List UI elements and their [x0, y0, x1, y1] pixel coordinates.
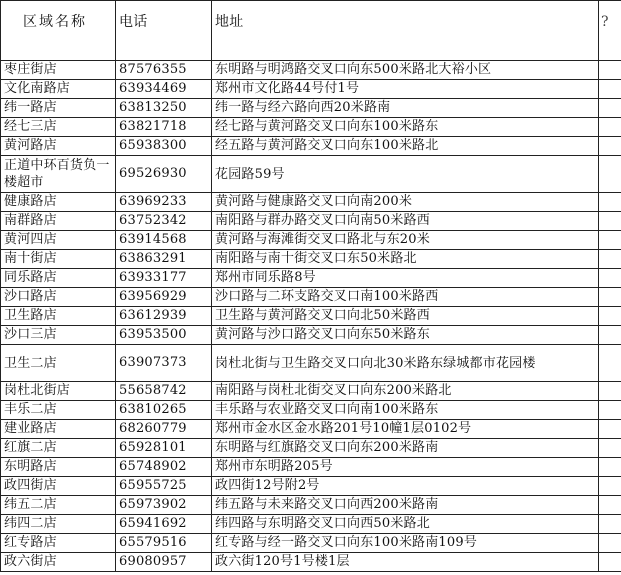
table-row: [1, 269, 621, 288]
cell-empty[interactable]: [599, 212, 621, 231]
cell-store-name[interactable]: 南十街店: [1, 250, 116, 269]
cell-empty[interactable]: [599, 137, 621, 156]
table-row: [1, 534, 621, 553]
cell-empty[interactable]: [599, 401, 621, 420]
table-body: [1, 1, 621, 572]
cell-address[interactable]: 卫生路与黄河路交叉口向北50米路西: [212, 307, 599, 326]
cell-store-name[interactable]: 红专路店: [1, 534, 116, 553]
cell-address[interactable]: 经五路与黄河路交叉口向东100米路北: [212, 137, 599, 156]
cell-address[interactable]: 郑州市金水区金水路201号10幢1层0102号: [212, 420, 599, 439]
table-row: [1, 326, 621, 345]
cell-phone[interactable]: 63612939: [116, 307, 212, 326]
cell-empty[interactable]: [599, 477, 621, 496]
cell-phone[interactable]: 65938300: [116, 137, 212, 156]
cell-phone[interactable]: 63813250: [116, 99, 212, 118]
cell-address[interactable]: 经七路与黄河路交叉口向东100米路东: [212, 118, 599, 137]
cell-empty[interactable]: [599, 193, 621, 212]
cell-store-name[interactable]: 政六街店: [1, 553, 116, 572]
cell-empty[interactable]: [599, 515, 621, 534]
cell-store-name[interactable]: 卫生二店: [1, 345, 116, 382]
cell-phone[interactable]: 65928101: [116, 439, 212, 458]
cell-address[interactable]: 政六街120号1号楼1层: [212, 553, 599, 572]
table-row: [1, 137, 621, 156]
cell-address[interactable]: 郑州市文化路44号付1号: [212, 80, 599, 99]
header-cell-phone[interactable]: 电话: [116, 1, 212, 61]
cell-phone[interactable]: 69526930: [116, 156, 212, 193]
cell-phone[interactable]: 87576355: [116, 61, 212, 80]
header-row: [1, 1, 621, 61]
cell-store-name[interactable]: 经七三店: [1, 118, 116, 137]
cell-address[interactable]: 郑州市同乐路8号: [212, 269, 599, 288]
cell-address[interactable]: 红专路与经一路交叉口向东100米路南109号: [212, 534, 599, 553]
table-row: [1, 307, 621, 326]
cell-store-name[interactable]: 纬一路店: [1, 99, 116, 118]
cell-empty[interactable]: [599, 345, 621, 382]
cell-address[interactable]: 纬四路与东明路交叉口向西50米路北: [212, 515, 599, 534]
cell-empty[interactable]: [599, 231, 621, 250]
cell-empty[interactable]: [599, 269, 621, 288]
cell-address[interactable]: 岗杜北街与卫生路交叉口向北30米路东绿城都市花园楼: [212, 345, 599, 382]
cell-address[interactable]: 沙口路与二环支路交叉口南100米路西: [212, 288, 599, 307]
cell-phone[interactable]: 65748902: [116, 458, 212, 477]
table-row: [1, 401, 621, 420]
table-row: [1, 382, 621, 401]
cell-store-name[interactable]: 政四街店: [1, 477, 116, 496]
table-row: [1, 118, 621, 137]
cell-address[interactable]: 黄河路与海滩街交叉口路北与东20米: [212, 231, 599, 250]
table-row: [1, 80, 621, 99]
cell-store-name[interactable]: 文化南路店: [1, 80, 116, 99]
cell-store-name[interactable]: 健康路店: [1, 193, 116, 212]
cell-phone[interactable]: 68260779: [116, 420, 212, 439]
header-cell-address[interactable]: 地址: [212, 1, 599, 61]
cell-empty[interactable]: [599, 496, 621, 515]
cell-store-name[interactable]: 建业路店: [1, 420, 116, 439]
header-cell-extra[interactable]: ?: [599, 1, 621, 61]
cell-address[interactable]: 东明路与红旗路交叉口向东200米路南: [212, 439, 599, 458]
cell-store-name[interactable]: 同乐路店: [1, 269, 116, 288]
table-row: [1, 420, 621, 439]
cell-store-name[interactable]: 东明路店: [1, 458, 116, 477]
cell-store-name[interactable]: 沙口路店: [1, 288, 116, 307]
cell-phone[interactable]: 65579516: [116, 534, 212, 553]
cell-store-name[interactable]: 枣庄街店: [1, 61, 116, 80]
cell-address[interactable]: 纬五路与未来路交叉口向西200米路南: [212, 496, 599, 515]
cell-address[interactable]: 丰乐路与农业路交叉口向南100米路东: [212, 401, 599, 420]
cell-empty[interactable]: [599, 61, 621, 80]
table-row: [1, 156, 621, 193]
header-cell-name[interactable]: 区域名称: [1, 1, 116, 61]
cell-empty[interactable]: [599, 458, 621, 477]
table-row: [1, 212, 621, 231]
cell-empty[interactable]: [599, 118, 621, 137]
cell-empty[interactable]: [599, 250, 621, 269]
cell-phone[interactable]: 63907373: [116, 345, 212, 382]
cell-store-name[interactable]: 黄河四店: [1, 231, 116, 250]
cell-empty[interactable]: [599, 439, 621, 458]
cell-empty[interactable]: [599, 534, 621, 553]
table-row: [1, 250, 621, 269]
cell-phone[interactable]: 65941692: [116, 515, 212, 534]
cell-phone[interactable]: 63810265: [116, 401, 212, 420]
cell-empty[interactable]: [599, 326, 621, 345]
cell-store-name[interactable]: 正道中环百货负一楼超市: [1, 156, 116, 193]
table-row: [1, 477, 621, 496]
cell-address[interactable]: 南阳路与群办路交叉口向南50米路西: [212, 212, 599, 231]
cell-store-name[interactable]: 红旗二店: [1, 439, 116, 458]
cell-phone[interactable]: 63914568: [116, 231, 212, 250]
cell-address[interactable]: 纬一路与经六路向西20米路南: [212, 99, 599, 118]
table-row: [1, 231, 621, 250]
cell-empty[interactable]: [599, 553, 621, 572]
cell-address[interactable]: 黄河路与健康路交叉口向南200米: [212, 193, 599, 212]
cell-phone[interactable]: 63752342: [116, 212, 212, 231]
cell-store-name[interactable]: 丰乐二店: [1, 401, 116, 420]
cell-phone[interactable]: 69080957: [116, 553, 212, 572]
cell-empty[interactable]: [599, 420, 621, 439]
cell-phone[interactable]: 63933177: [116, 269, 212, 288]
cell-address[interactable]: 郑州市东明路205号: [212, 458, 599, 477]
cell-phone[interactable]: 65955725: [116, 477, 212, 496]
cell-empty[interactable]: [599, 288, 621, 307]
table-row: [1, 61, 621, 80]
cell-store-name[interactable]: 纬五二店: [1, 496, 116, 515]
table-row: [1, 345, 621, 382]
cell-phone[interactable]: 65973902: [116, 496, 212, 515]
cell-store-name[interactable]: 黄河路店: [1, 137, 116, 156]
table-row: [1, 553, 621, 572]
cell-address[interactable]: 政四街12号附2号: [212, 477, 599, 496]
cell-empty[interactable]: [599, 382, 621, 401]
cell-phone[interactable]: 55658742: [116, 382, 212, 401]
table-row: [1, 496, 621, 515]
cell-address[interactable]: 东明路与明鸿路交叉口向东500米路北大裕小区: [212, 61, 599, 80]
cell-empty[interactable]: [599, 307, 621, 326]
cell-store-name[interactable]: 纬四二店: [1, 515, 116, 534]
table-row: [1, 458, 621, 477]
cell-phone[interactable]: 63934469: [116, 80, 212, 99]
cell-empty[interactable]: [599, 156, 621, 193]
cell-phone[interactable]: 63969233: [116, 193, 212, 212]
cell-store-name[interactable]: 卫生路店: [1, 307, 116, 326]
cell-phone[interactable]: 63821718: [116, 118, 212, 137]
table-row: [1, 439, 621, 458]
cell-store-name[interactable]: 沙口三店: [1, 326, 116, 345]
cell-address[interactable]: 花园路59号: [212, 156, 599, 193]
cell-store-name[interactable]: 岗杜北街店: [1, 382, 116, 401]
table-row: [1, 288, 621, 307]
cell-address[interactable]: 黄河路与沙口路交叉口向东50米路东: [212, 326, 599, 345]
cell-address[interactable]: 南阳路与岗杜北街交叉口向东200米路北: [212, 382, 599, 401]
cell-phone[interactable]: 63863291: [116, 250, 212, 269]
cell-address[interactable]: 南阳路与南十街交叉口东50米路北: [212, 250, 599, 269]
cell-phone[interactable]: 63956929: [116, 288, 212, 307]
cell-store-name[interactable]: 南群路店: [1, 212, 116, 231]
cell-empty[interactable]: [599, 80, 621, 99]
cell-empty[interactable]: [599, 99, 621, 118]
table-row: [1, 99, 621, 118]
cell-phone[interactable]: 63953500: [116, 326, 212, 345]
table-row: [1, 193, 621, 212]
table-row: [1, 515, 621, 534]
